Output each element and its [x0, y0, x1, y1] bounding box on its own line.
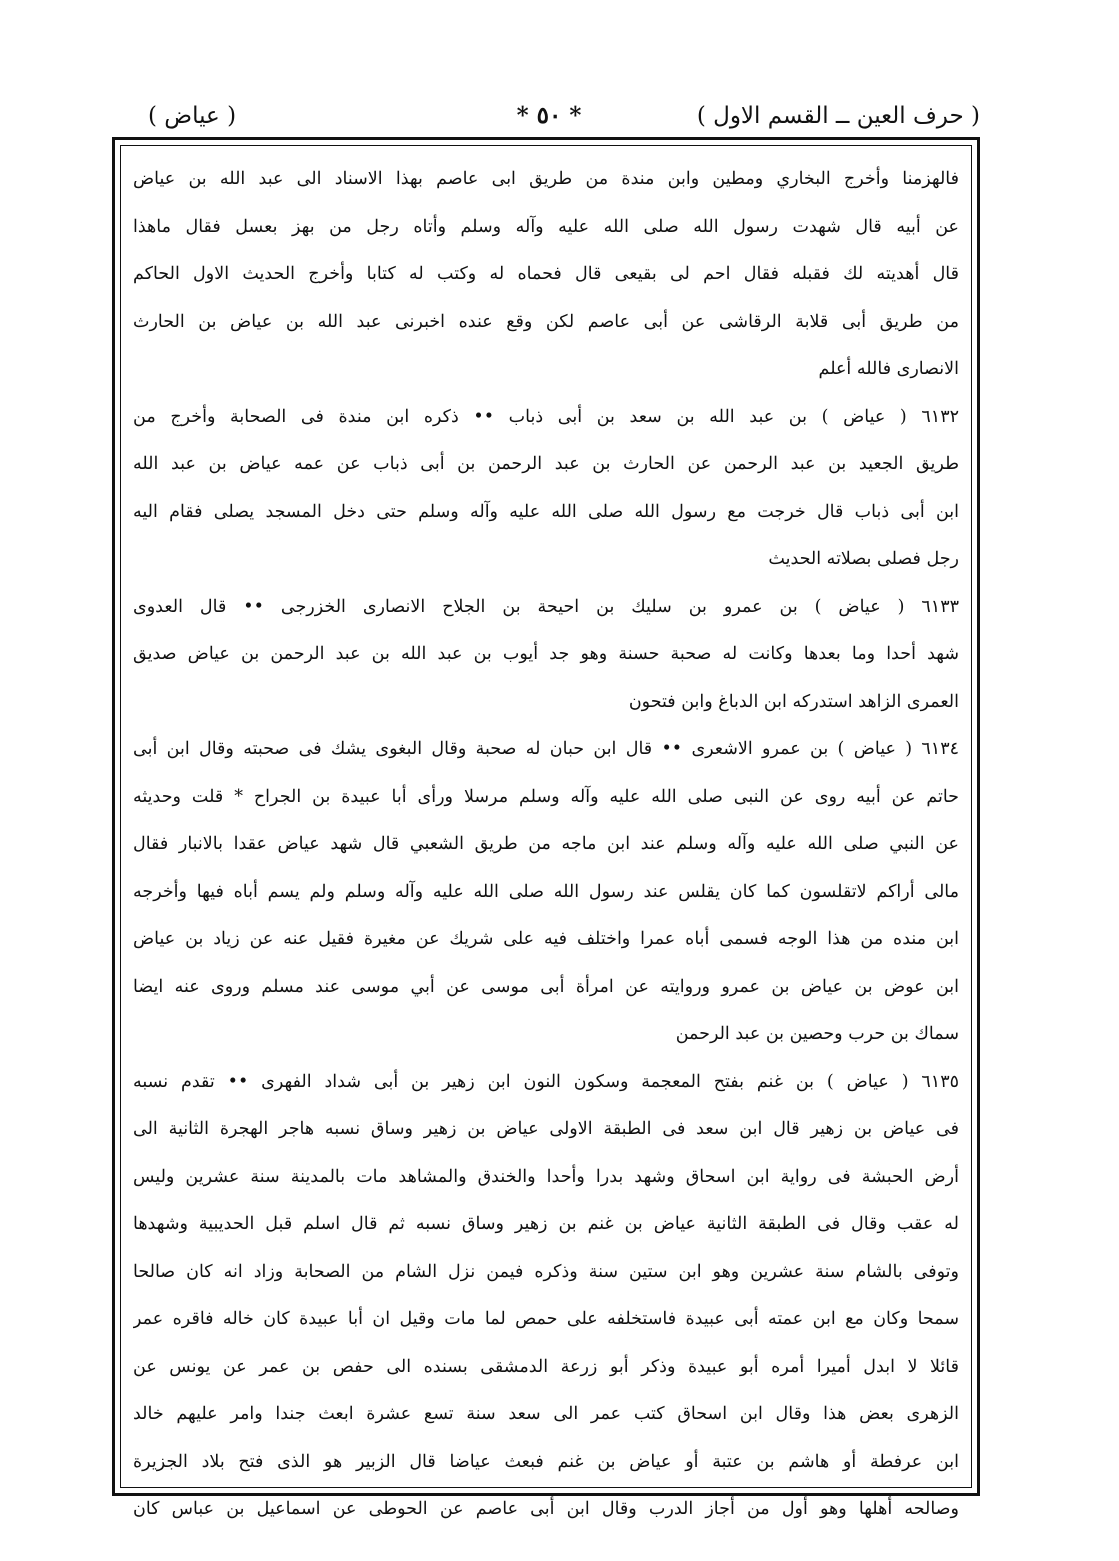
text-line: عن أبيه قال شهدت رسول الله صلى الله عليه وآله وسلم وأتاه رجل من بهز بعسل فقال ماهذا — [133, 216, 959, 237]
text-line: سمحا وكان مع ابن عمته أبى عبيدة فاستخلفه على حمص لما مات وقيل ان أبا عبيدة كان خاله فاقره عمر — [133, 1309, 959, 1329]
text-line: ابن عرفطة أو هاشم بن عتبة أو عياض بن غنم فبعث عياضا قال الزبير هو الذى فتح بلاد الجزيرة — [133, 1451, 959, 1472]
text-line: سماك بن حرب وحصين بن عبد الرحمن — [675, 1024, 959, 1044]
page-number: * ٥٠ * — [516, 102, 582, 129]
text-line: شهد أحدا وما بعدها وكانت له صحبة حسنة وهو جد أيوب بن عبد الله بن عبد الرحمن بن عياض صديق — [133, 644, 959, 664]
text-line: له عقب وقال فى الطبقة الثانية عياض بن غنم بن زهير وساق نسبه ثم قال اسلم قبل الحديبية وشهدها — [133, 1214, 959, 1234]
text-line: العمرى الزاهد استدركه ابن الدباغ وابن فتحون — [628, 691, 959, 712]
text-frame-inner — [120, 145, 972, 1519]
text-block — [133, 156, 959, 1534]
text-line: أرض الحبشة فى رواية ابن اسحاق وشهد بدرا وأحدا والخندق والمشاهد مات بالمدينة سنة عشرين وليس — [133, 1166, 959, 1187]
text-line: ابن أبى ذباب قال خرجت مع رسول الله صلى الله عليه وآله وسلم حتى دخل المسجد يصلى فقام اليه — [133, 501, 959, 522]
text-line: طريق الجعيد بن عبد الرحمن عن الحارث بن عبد الرحمن بن أبى ذباب عن عمه عياض بن عبد الله — [133, 454, 959, 474]
running-head-entry: ( عياض ) — [148, 103, 237, 129]
text-line: من طريق أبى قلابة الرقاشى عن أبى عاصم لكن وقع عنده اخبرنى عبد الله بن عياض بن الحارث — [133, 311, 959, 332]
text-line: الزهرى بعض هذا وقال ابن اسحاق كتب عمر الى سعد سنة تسع عشرة ابعث جندا وامر عليهم خالد — [133, 1404, 959, 1424]
text-frame — [112, 137, 980, 1519]
text-line: ٦١٣٤ ( عياض ) بن عمرو الاشعرى •• قال ابن حبان له صحبة وقال البغوى يشك فى صحبته وقال ابن أبى — [133, 739, 959, 759]
text-line: فى عياض بن زهير قال ابن سعد فى الطبقة الاولى عياض بن زهير وساق نسبه هاجر الهجرة الثانية الى — [133, 1119, 959, 1139]
text-line: ابن عوض بن عياض بن عمرو وروايته عن امرأة أبى موسى عن أبي موسى عند مسلم وروى عنه ايضا — [133, 976, 959, 997]
text-line: قال أهديته لك فقبله فقال احم لى بقيعى قال فحماه له وكتب له كتابا وأخرج الحديث الاول الحاكم — [133, 264, 959, 284]
text-line: وصالحه أهلها وهو أول من أجاز الدرب وقال ابن أبى عاصم عن الحوطى عن اسماعيل بن عباس كان — [133, 1499, 959, 1519]
text-line: ٦١٣٥ ( عياض ) بن غنم بفتح المعجمة وسكون النون ابن زهير بن أبى شداد الفهرى •• تقدم نسبه — [133, 1071, 959, 1092]
text-line: ٦١٣٣ ( عياض ) بن عمرو بن سليك بن احيحة بن الجلاح الانصارى الخزرجى •• قال العدوى — [133, 596, 959, 617]
text-line: مالى أراكم لاتقلسون كما كان يقلس عند رسول الله صلى الله عليه وآله وسلم ولم يسم أباه فيها وأخرجه — [133, 881, 959, 902]
text-line: حاتم عن أبيه روى عن النبى صلى الله عليه وآله وسلم مرسلا ورأى أبا عبيدة بن الجراح * قلت وحديثه — [133, 786, 959, 807]
text-line: الانصارى فالله أعلم — [818, 359, 959, 379]
text-line: وتوفى بالشام سنة عشرين وهو ابن ستين سنة وذكره فيمن نزل الشام من الصحابة وزاد انه كان صالحا — [133, 1261, 959, 1282]
page-header — [118, 96, 980, 136]
text-line: ابن منده من هذا الوجه فسمى أباه عمرا واختلف فيه على شريك عن مغيرة فقيل عنه عن زياد بن عياض — [133, 929, 959, 949]
running-head-section: ( حرف العين ــ القسم الاول ) — [696, 103, 980, 129]
text-line: ٦١٣٢ ( عياض ) بن عبد الله بن سعد بن أبى ذباب •• ذكره ابن مندة فى الصحابة وأخرج من — [133, 406, 959, 427]
text-line: رجل فصلى بصلاته الحديث — [768, 549, 959, 569]
text-line: قائلا لا ابدل أميرا أمره أبو عبيدة وذكر أبو زرعة الدمشقى بسنده الى حفص بن عمر عن يونس عن — [133, 1356, 959, 1377]
text-line: فالهزمنا وأخرج البخاري ومطين وابن مندة من طريق ابى عاصم بهذا الاسناد الى عبد الله بن عياض — [133, 169, 959, 189]
text-line: عن النبي صلى الله عليه وآله وسلم عند ابن ماجه من طريق الشعبي قال شهد عياض عقدا بالانبار فقال — [133, 834, 959, 854]
